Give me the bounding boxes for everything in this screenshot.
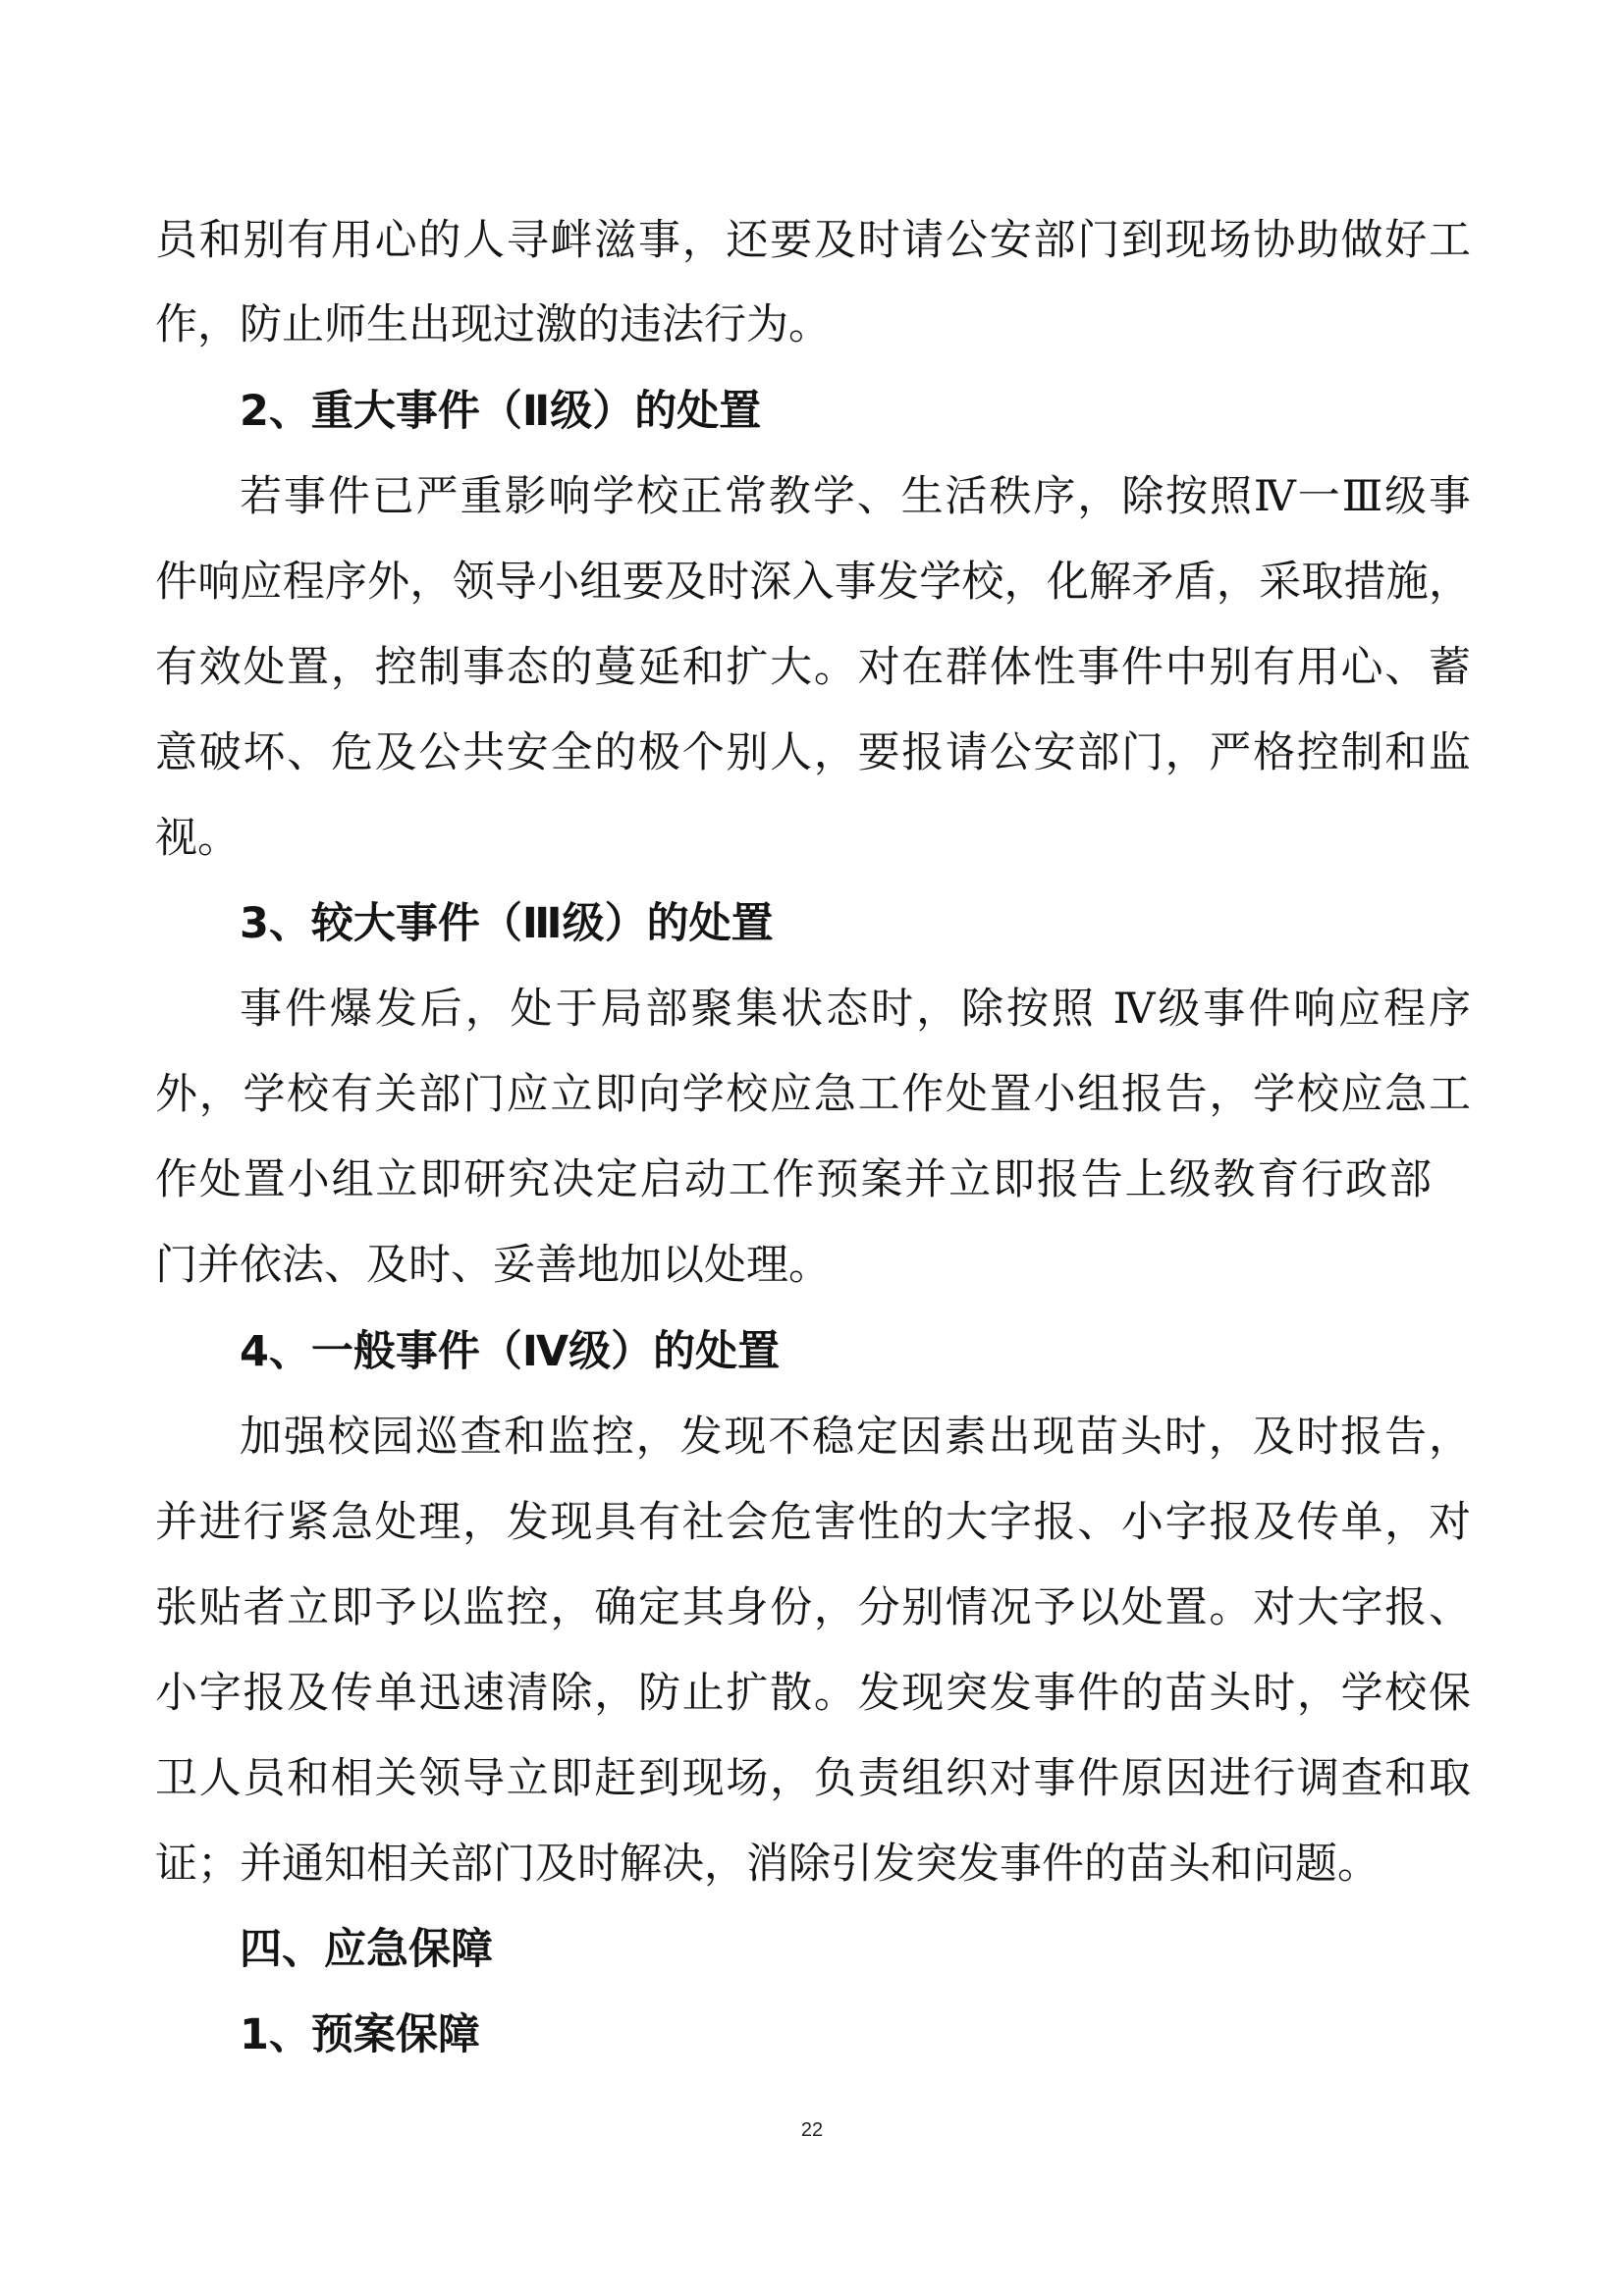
section-heading: 2、重大事件（Ⅱ级）的处置 xyxy=(240,387,762,436)
body-text-line: 员和别有用心的人寻衅滋事，还要及时请公安部门到现场协助做好工 xyxy=(155,216,1471,265)
section-heading: 1、预案保障 xyxy=(240,2010,480,2059)
body-text-line: 件响应程序外，领导小组要及时深入事发学校，化解矛盾，采取措施， xyxy=(155,558,1471,607)
body-text-line: 证；并通知相关部门及时解决，消除引发突发事件的苗头和问题。 xyxy=(155,1840,1380,1889)
body-text-line: 并进行紧急处理，发现具有社会危害性的大字报、小字报及传单，对 xyxy=(155,1498,1471,1547)
body-text-line: 作处置小组立即研究决定启动工作预案并立即报告上级教育行政部 xyxy=(155,1155,1432,1204)
body-text-line: 视。 xyxy=(155,814,240,863)
body-text-line: 作，防止师生出现过激的违法行为。 xyxy=(155,300,831,349)
body-text-line: 意破坏、危及公共安全的极个别人，要报请公安部门，严格控制和监 xyxy=(155,728,1471,777)
body-text-line: 加强校园巡查和监控，发现不稳定因素出现苗头时，及时报告， xyxy=(240,1413,1471,1462)
section-heading: 4、一般事件（Ⅳ级）的处置 xyxy=(240,1327,781,1376)
body-text-line: 卫人员和相关领导立即赶到现场，负责组织对事件原因进行调查和取 xyxy=(155,1754,1471,1803)
page-number: 22 xyxy=(800,2119,824,2141)
section-heading: 四、应急保障 xyxy=(240,1925,493,1974)
body-text-line: 事件爆发后，处于局部聚集状态时，除按照 Ⅳ级事件响应程序 xyxy=(240,985,1471,1034)
body-text-line: 张贴者立即予以监控，确定其身份，分别情况予以处置。对大字报、 xyxy=(155,1583,1471,1632)
body-text-line: 门并依法、及时、妥善地加以处理。 xyxy=(155,1241,831,1290)
body-text-line: 若事件已严重影响学校正常教学、生活秩序，除按照Ⅳ一Ⅲ级事 xyxy=(240,472,1471,521)
body-text-line: 外，学校有关部门应立即向学校应急工作处置小组报告，学校应急工 xyxy=(155,1070,1471,1119)
section-heading: 3、较大事件（Ⅲ级）的处置 xyxy=(240,899,774,948)
body-text-line: 小字报及传单迅速清除，防止扩散。发现突发事件的苗头时，学校保 xyxy=(155,1669,1471,1718)
body-text-line: 有效处置，控制事态的蔓延和扩大。对在群体性事件中别有用心、蓄 xyxy=(155,643,1471,692)
